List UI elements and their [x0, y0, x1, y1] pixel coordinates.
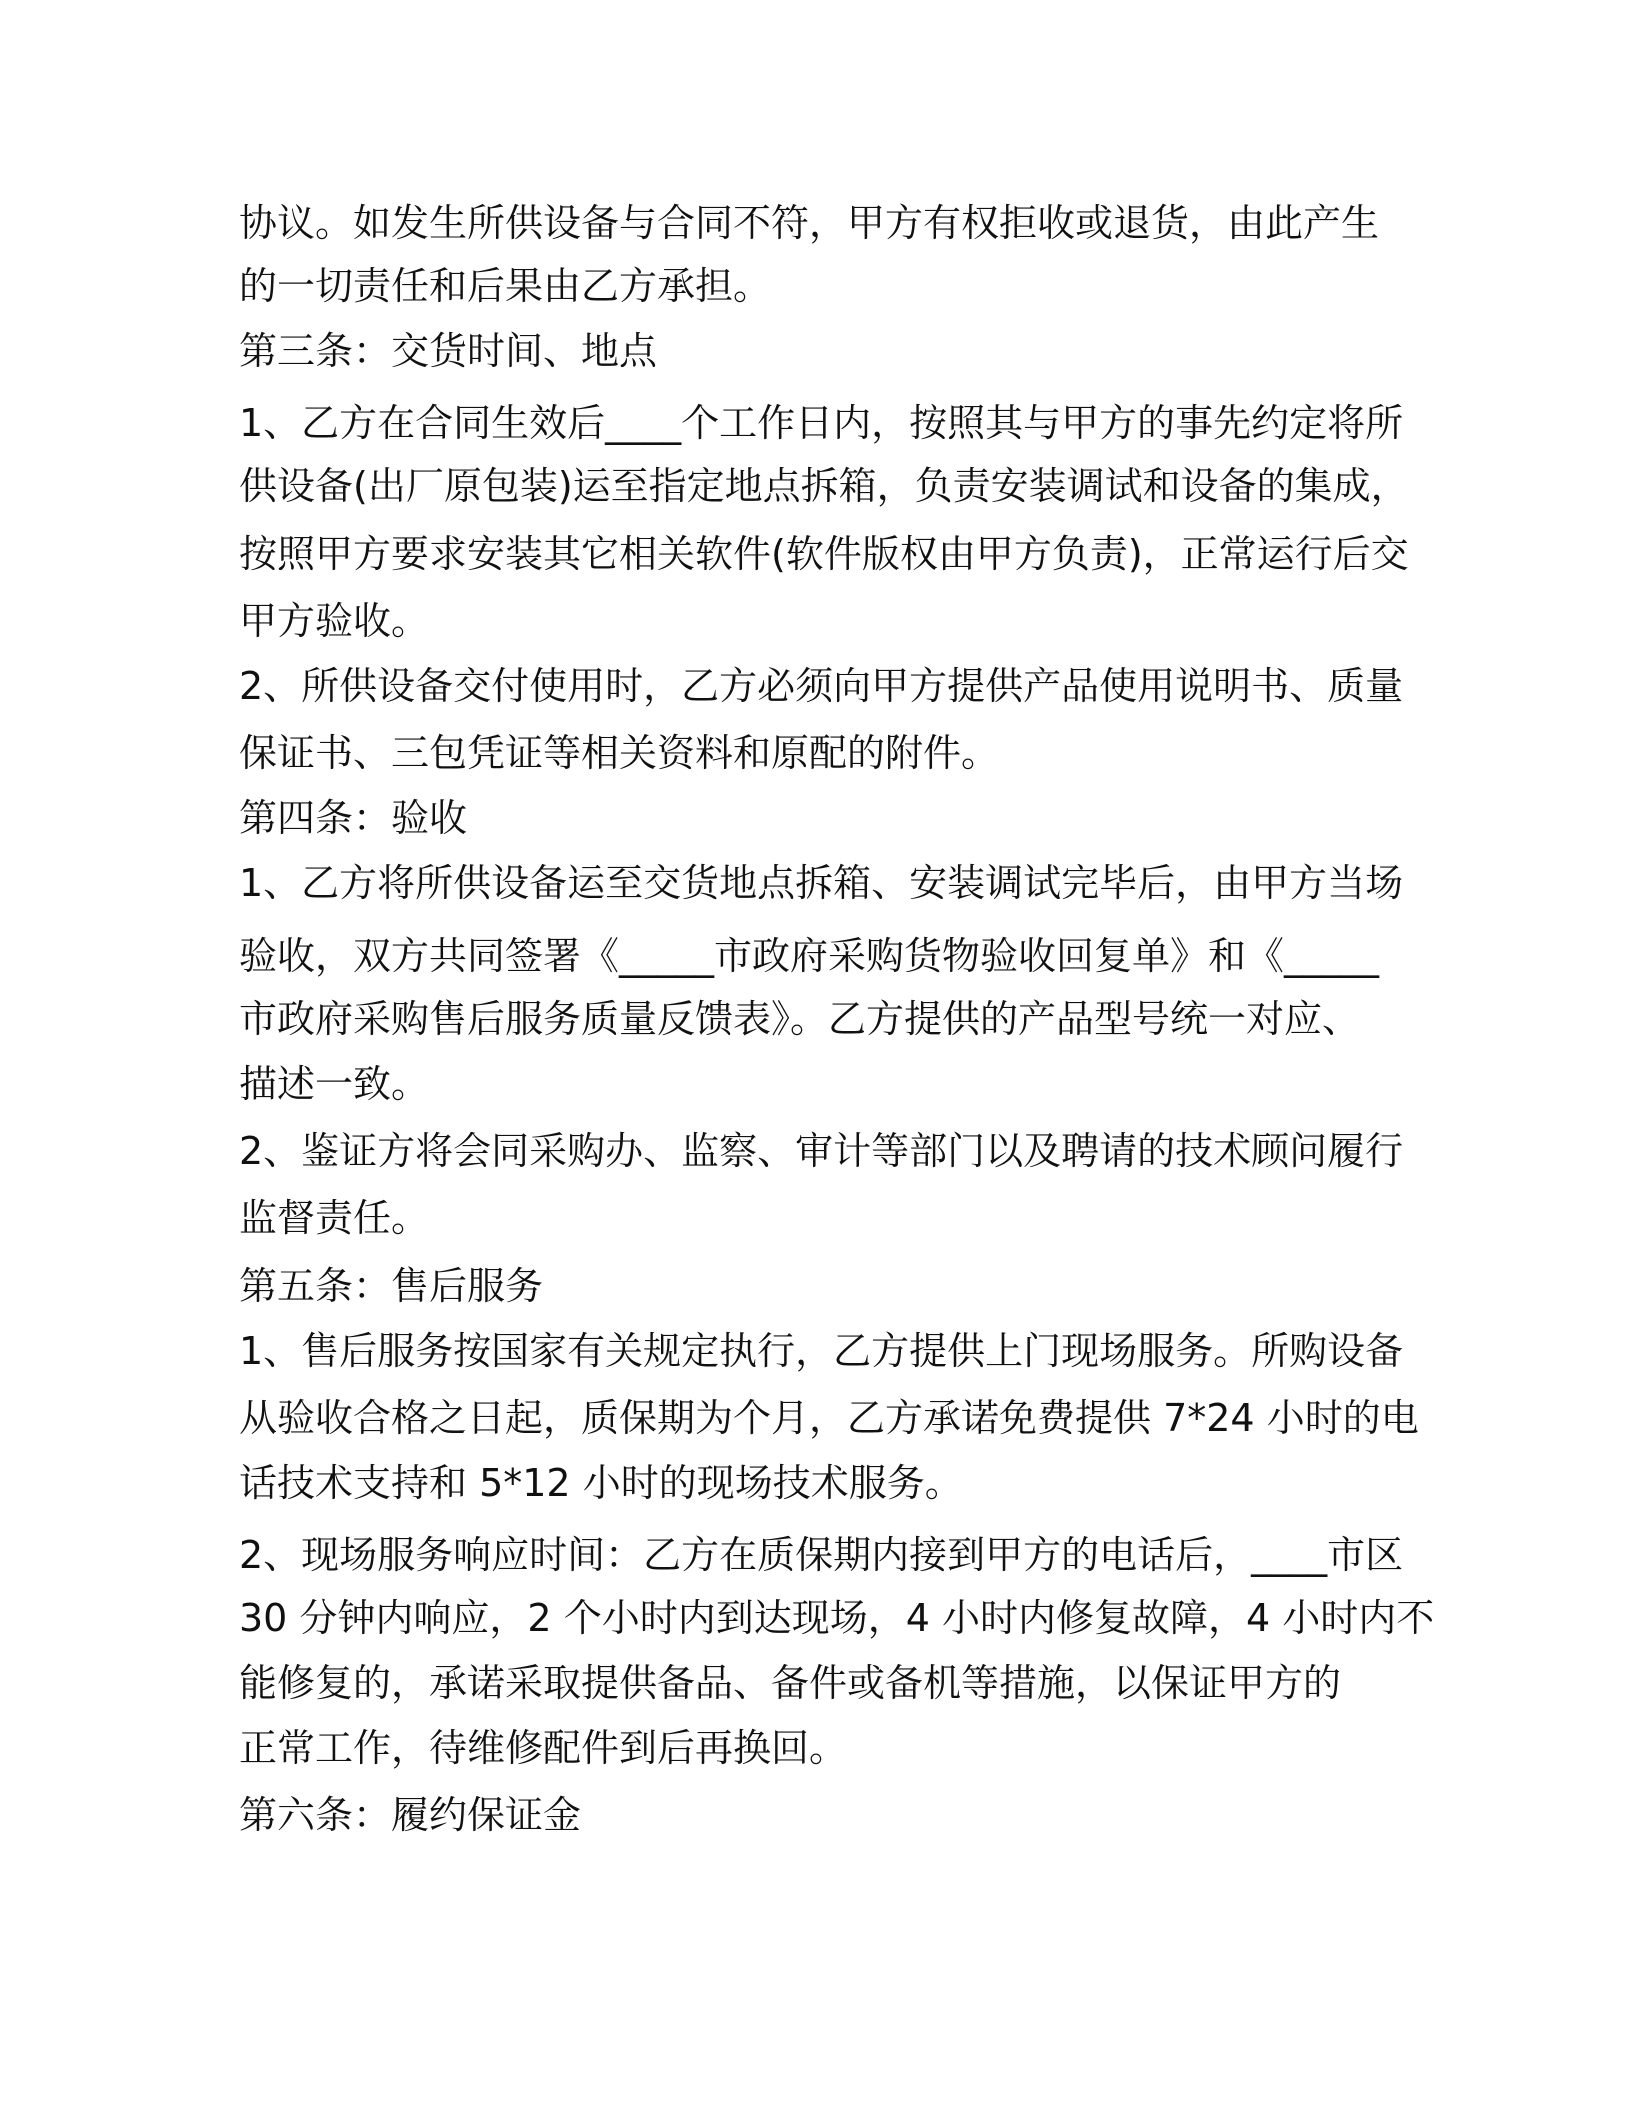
text-line: 从验收合格之日起，质保期为个月，乙方承诺免费提供 7*24 小时的电: [239, 1396, 1419, 1440]
text-line: 监督责任。: [239, 1196, 430, 1240]
text-line: 1、售后服务按国家有关规定执行，乙方提供上门现场服务。所购设备: [239, 1329, 1404, 1373]
text-line: 2、所供设备交付使用时，乙方必须向甲方提供产品使用说明书、质量: [239, 664, 1404, 708]
text-line: 按照甲方要求安装其它相关软件(软件版权由甲方负责)，正常运行后交: [239, 532, 1409, 576]
text-line: 1、乙方将所供设备运至交货地点拆箱、安装调试完毕后，由甲方当场: [239, 861, 1404, 905]
text-line: 能修复的，承诺采取提供备品、备件或备机等措施，以保证甲方的: [239, 1661, 1342, 1705]
text-line: 话技术支持和 5*12 小时的现场技术服务。: [239, 1461, 963, 1505]
text-line: 市政府采购售后服务质量反馈表》。乙方提供的产品型号统一对应、: [239, 997, 1361, 1041]
text-line: 协议。如发生所供设备与合同不符，甲方有权拒收或退货，由此产生: [239, 201, 1380, 245]
section-heading: 第三条：交货时间、地点: [239, 329, 658, 373]
text-line: 描述一致。: [239, 1062, 430, 1106]
text-line: 甲方验收。: [239, 599, 430, 643]
section-heading: 第五条：售后服务: [239, 1264, 544, 1308]
text-line: 30 分钟内响应，2 个小时内到达现场，4 小时内修复故障，4 小时内不: [239, 1596, 1435, 1640]
text-line: 保证书、三包凭证等相关资料和原配的附件。: [239, 731, 1000, 775]
text-line: 验收，双方共同签署《_____市政府采购货物验收回复单》和《_____: [239, 934, 1380, 978]
text-line: 1、乙方在合同生效后____个工作日内，按照其与甲方的事先约定将所: [239, 401, 1404, 445]
section-heading: 第六条：履约保证金: [239, 1793, 582, 1837]
text-line: 2、鉴证方将会同采购办、监察、审计等部门以及聘请的技术顾问履行: [239, 1129, 1404, 1173]
text-line: 的一切责任和后果由乙方承担。: [239, 264, 772, 308]
section-heading: 第四条：验收: [239, 796, 468, 840]
text-line: 正常工作，待维修配件到后再换回。: [239, 1726, 848, 1770]
text-line: 2、现场服务响应时间：乙方在质保期内接到甲方的电话后，____市区: [239, 1533, 1404, 1577]
text-line: 供设备(出厂原包装)运至指定地点拆箱，负责安装调试和设备的集成，: [239, 464, 1409, 508]
